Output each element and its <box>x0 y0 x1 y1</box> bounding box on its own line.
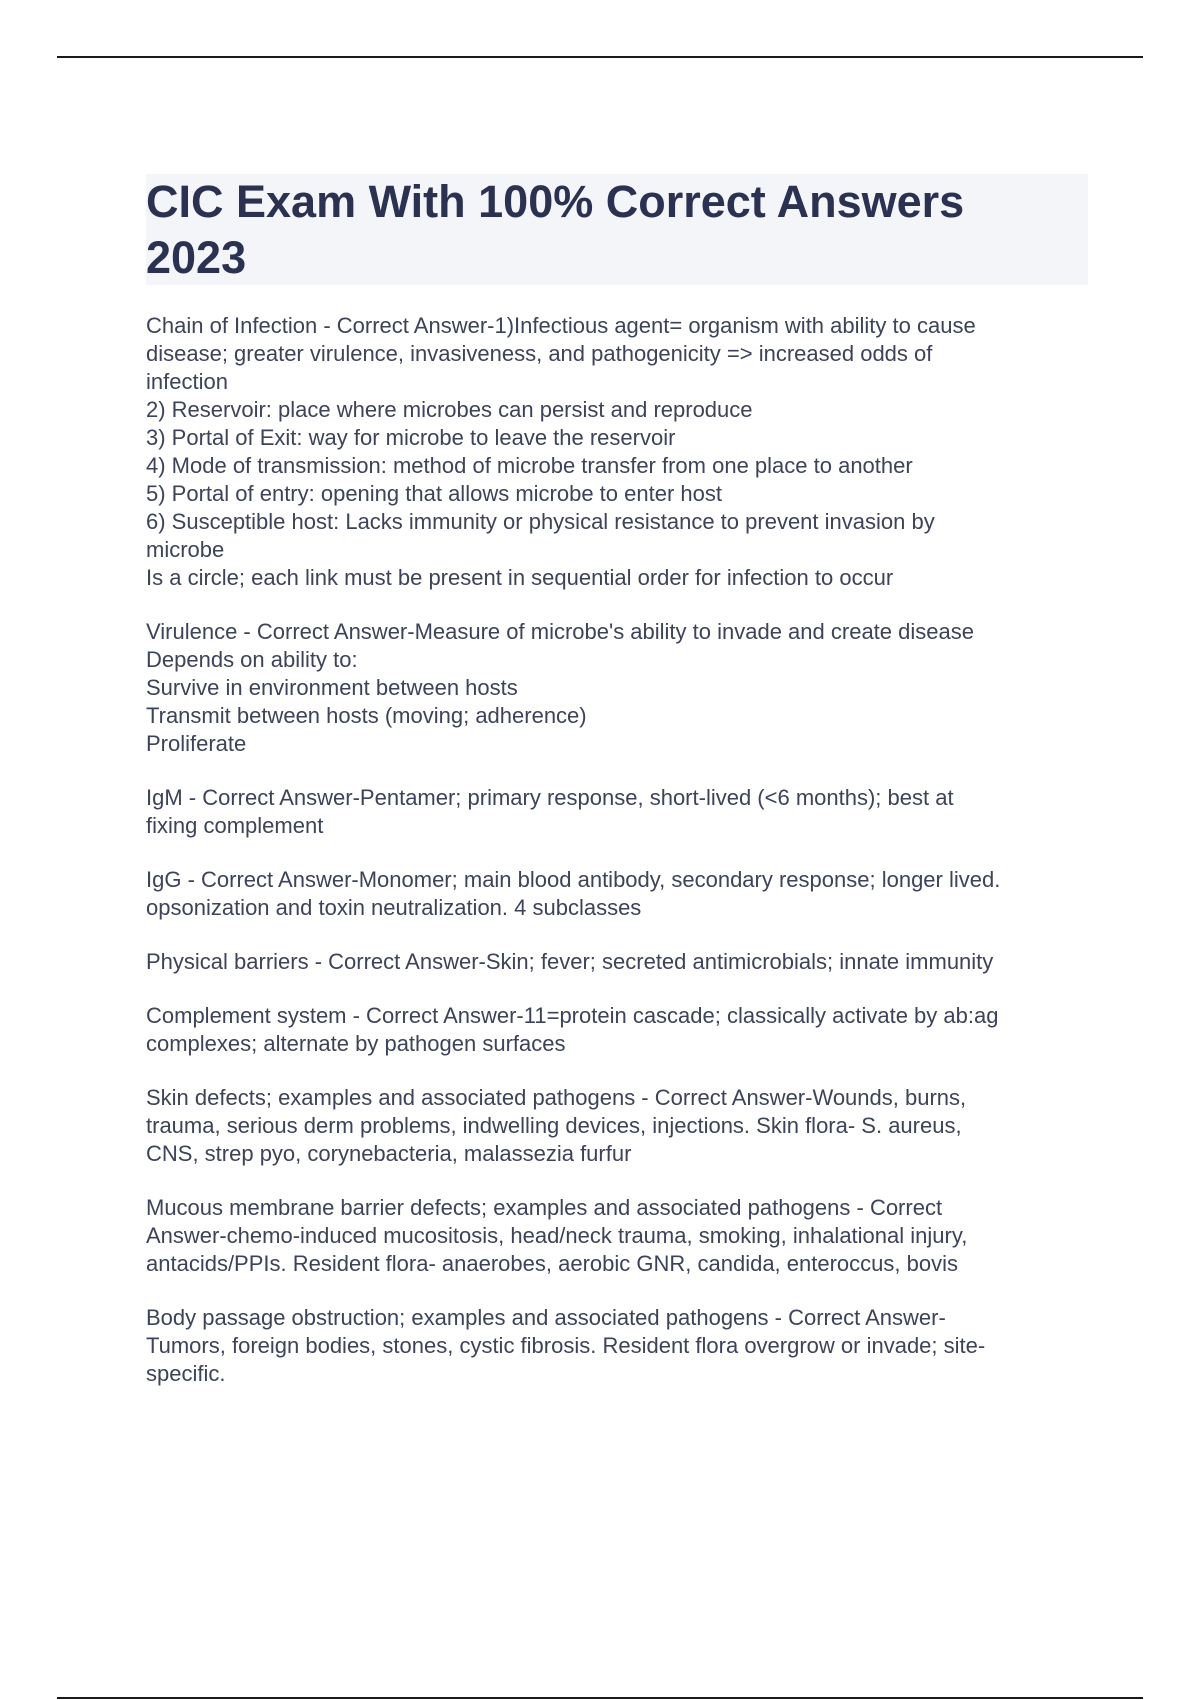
qa-entry <box>146 866 1096 922</box>
page-title <box>146 174 1086 286</box>
qa-entry-line: Virulence - Correct Answer-Measure of microbe's ability to invade and create disease <box>146 619 974 644</box>
qa-entry-line: IgG - Correct Answer-Monomer; main blood antibody, secondary response; longer lived. <box>146 867 1001 892</box>
top-rule <box>57 56 1143 58</box>
qa-entry-line: Proliferate <box>146 731 247 756</box>
qa-entry-line: fixing complement <box>146 813 324 838</box>
qa-entry-line: Is a circle; each link must be present in sequential order for infection to occur <box>146 565 894 590</box>
page-title-line: CIC Exam With 100% Correct Answers <box>146 176 965 227</box>
qa-entry-line: infection <box>146 369 228 394</box>
qa-entry-line: Complement system - Correct Answer-11=protein cascade; classically activate by ab:ag <box>146 1003 999 1028</box>
qa-entry-line: opsonization and toxin neutralization. 4 subclasses <box>146 895 642 920</box>
qa-entry-line: Tumors, foreign bodies, stones, cystic fibrosis. Resident flora overgrow or invade; site- <box>146 1333 986 1358</box>
qa-entry <box>146 1002 1096 1058</box>
document-body <box>146 312 1096 1414</box>
qa-entry-line: Physical barriers - Correct Answer-Skin; fever; secreted antimicrobials; innate immunity <box>146 949 994 974</box>
qa-entry <box>146 784 1096 840</box>
qa-entry <box>146 1084 1096 1168</box>
qa-entry-line: Mucous membrane barrier defects; examples and associated pathogens - Correct <box>146 1195 943 1220</box>
qa-entry-line: disease; greater virulence, invasiveness, and pathogenicity => increased odds of <box>146 341 933 366</box>
qa-entry <box>146 618 1096 758</box>
page-title-line: 2023 <box>146 232 247 283</box>
qa-entry-line: IgM - Correct Answer-Pentamer; primary response, short-lived (<6 months); best at <box>146 785 954 810</box>
qa-entry-line: Skin defects; examples and associated pathogens - Correct Answer-Wounds, burns, <box>146 1085 967 1110</box>
qa-entry-line: microbe <box>146 537 225 562</box>
qa-entry-line: 2) Reservoir: place where microbes can persist and reproduce <box>146 397 753 422</box>
qa-entry-line: Body passage obstruction; examples and associated pathogens - Correct Answer- <box>146 1305 946 1330</box>
qa-entry-line: specific. <box>146 1361 226 1386</box>
qa-entry-line: Answer-chemo-induced mucositosis, head/neck trauma, smoking, inhalational injury, <box>146 1223 968 1248</box>
bottom-rule <box>57 1697 1143 1699</box>
qa-entry-line: Survive in environment between hosts <box>146 675 518 700</box>
qa-entry <box>146 1194 1096 1278</box>
qa-entry <box>146 312 1096 592</box>
qa-entry-line: Chain of Infection - Correct Answer-1)Infectious agent= organism with ability to cause <box>146 313 976 338</box>
qa-entry <box>146 1304 1096 1388</box>
qa-entry-line: 6) Susceptible host: Lacks immunity or physical resistance to prevent invasion by <box>146 509 935 534</box>
qa-entry-line: complexes; alternate by pathogen surfaces <box>146 1031 566 1056</box>
qa-entry-line: antacids/PPIs. Resident flora- anaerobes, aerobic GNR, candida, enteroccus, bovis <box>146 1251 958 1276</box>
qa-entry-line: 5) Portal of entry: opening that allows microbe to enter host <box>146 481 722 506</box>
qa-entry <box>146 948 1096 976</box>
qa-entry-line: CNS, strep pyo, corynebacteria, malassezia furfur <box>146 1141 632 1166</box>
qa-entry-line: trauma, serious derm problems, indwelling devices, injections. Skin flora- S. aureus, <box>146 1113 962 1138</box>
qa-entry-line: Transmit between hosts (moving; adherence) <box>146 703 587 728</box>
qa-entry-line: Depends on ability to: <box>146 647 358 672</box>
qa-entry-line: 4) Mode of transmission: method of microbe transfer from one place to another <box>146 453 913 478</box>
qa-entry-line: 3) Portal of Exit: way for microbe to leave the reservoir <box>146 425 676 450</box>
